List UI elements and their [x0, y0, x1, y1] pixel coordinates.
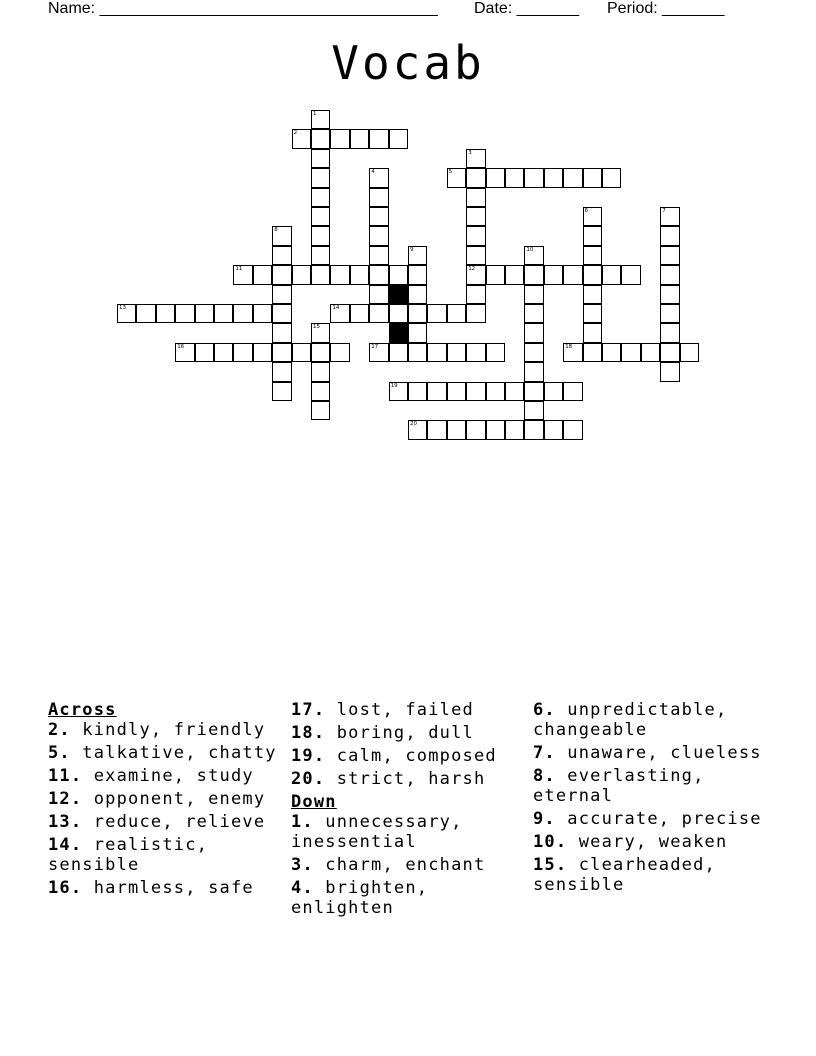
crossword-cell[interactable]	[272, 246, 291, 265]
clue-text: unpredictable, changeable	[533, 700, 728, 740]
clue-number: 13.	[48, 812, 83, 832]
clue-text: accurate, precise	[555, 809, 762, 829]
crossword-cell[interactable]	[233, 343, 252, 362]
crossword-cell[interactable]	[602, 168, 621, 187]
clue-number: 15.	[533, 855, 568, 875]
crossword-cell[interactable]	[311, 246, 330, 265]
clue-number: 18.	[291, 723, 326, 743]
crossword-cell[interactable]	[195, 343, 214, 362]
black-cell	[389, 323, 408, 342]
clue-number: 3.	[291, 855, 314, 875]
clue-text: clearheaded, sensible	[533, 855, 716, 895]
crossword-cell[interactable]	[524, 362, 543, 381]
crossword-cell[interactable]	[311, 362, 330, 381]
crossword-cell[interactable]	[621, 343, 640, 362]
cell-number: 3	[468, 149, 472, 156]
crossword-cell[interactable]	[447, 343, 466, 362]
cell-number: 12	[468, 266, 476, 273]
crossword-cell[interactable]	[136, 304, 155, 323]
crossword-cell[interactable]	[486, 343, 505, 362]
clues-column-2	[291, 700, 531, 921]
cell-number: 2	[293, 130, 298, 137]
crossword-cell[interactable]	[583, 285, 602, 304]
crossword-cell[interactable]	[466, 382, 485, 401]
clue-down-8	[533, 766, 773, 806]
crossword-cell[interactable]	[175, 304, 194, 323]
clue-number: 7.	[533, 743, 556, 763]
crossword-cell[interactable]	[311, 149, 330, 168]
crossword-cell[interactable]	[466, 285, 485, 304]
clue-across-14	[48, 835, 288, 875]
down-heading: Down	[291, 792, 337, 812]
crossword-cell[interactable]	[466, 304, 485, 323]
crossword-cell[interactable]	[311, 110, 330, 129]
crossword-cell[interactable]	[466, 226, 485, 245]
crossword-cell[interactable]	[175, 343, 194, 362]
crossword-cell[interactable]	[272, 343, 291, 362]
crossword-cell[interactable]	[369, 285, 388, 304]
crossword-cell[interactable]	[524, 265, 543, 284]
black-cell	[389, 285, 408, 304]
crossword-cell[interactable]	[447, 304, 466, 323]
crossword-cell[interactable]	[408, 285, 427, 304]
clue-text: charm, enchant	[313, 855, 486, 875]
crossword-cell[interactable]	[369, 226, 388, 245]
crossword-cell[interactable]	[369, 129, 388, 148]
cell-number: 7	[662, 208, 666, 214]
clue-number: 11.	[48, 766, 83, 786]
clue-number: 16.	[48, 878, 83, 898]
clues-column-1	[48, 700, 288, 901]
cell-number: 10	[526, 246, 534, 253]
cell-number: 16	[177, 343, 185, 350]
clue-down-10	[533, 832, 773, 852]
clue-text: unaware, clueless	[555, 743, 762, 763]
crossword-cell[interactable]	[408, 246, 427, 265]
crossword-cell[interactable]	[427, 382, 446, 401]
clue-number: 17.	[291, 700, 326, 720]
crossword-cell[interactable]	[660, 343, 679, 362]
crossword-cell[interactable]	[524, 382, 543, 401]
clue-number: 1.	[291, 812, 314, 832]
crossword-cell[interactable]	[544, 382, 563, 401]
crossword-cell[interactable]	[389, 382, 408, 401]
clue-text: weary, weaken	[567, 832, 728, 852]
crossword-cell[interactable]	[427, 420, 446, 439]
crossword-cell[interactable]	[272, 304, 291, 323]
crossword-cell[interactable]	[369, 304, 388, 323]
clue-across-11	[48, 766, 288, 786]
crossword-cell[interactable]	[583, 207, 602, 226]
crossword-cell[interactable]	[524, 343, 543, 362]
crossword-cell[interactable]	[524, 323, 543, 342]
clue-text: calm, composed	[325, 746, 497, 766]
cell-number: 19	[390, 382, 398, 389]
clue-number: 8.	[533, 766, 556, 786]
cell-number: 14	[332, 305, 340, 311]
crossword-cell[interactable]	[311, 188, 330, 207]
crossword-cell[interactable]	[466, 207, 485, 226]
crossword-cell[interactable]	[214, 304, 233, 323]
crossword-cell[interactable]	[486, 420, 505, 439]
crossword-cell[interactable]	[311, 382, 330, 401]
crossword-cell[interactable]	[311, 207, 330, 226]
cell-number: 15	[313, 324, 320, 331]
clue-across-12	[48, 789, 288, 809]
crossword-cell[interactable]	[272, 382, 291, 401]
clue-down-1	[291, 812, 531, 852]
crossword-cell[interactable]	[292, 129, 311, 148]
crossword-cell[interactable]	[330, 129, 349, 148]
crossword-cell[interactable]	[563, 265, 582, 284]
crossword-cell[interactable]	[583, 323, 602, 342]
crossword-cell[interactable]	[505, 168, 524, 187]
crossword-cell[interactable]	[330, 304, 349, 323]
crossword-cell[interactable]	[524, 246, 543, 265]
crossword-cell[interactable]	[602, 343, 621, 362]
crossword-cell[interactable]	[660, 265, 679, 284]
crossword-cell[interactable]	[214, 343, 233, 362]
crossword-cell[interactable]	[272, 265, 291, 284]
crossword-cell[interactable]	[680, 343, 699, 362]
clues-column-3	[533, 700, 773, 898]
crossword-cell[interactable]	[389, 304, 408, 323]
crossword-cell[interactable]	[408, 420, 427, 439]
clue-text: realistic, sensible	[48, 835, 209, 875]
crossword-cell[interactable]	[583, 304, 602, 323]
crossword-cell[interactable]	[272, 285, 291, 304]
crossword-cell[interactable]	[350, 129, 369, 148]
crossword-cell[interactable]	[233, 265, 252, 284]
clue-number: 10.	[533, 832, 568, 852]
cell-number: 5	[448, 169, 453, 176]
crossword-cell[interactable]	[253, 265, 272, 284]
crossword-cell[interactable]	[583, 226, 602, 245]
crossword-cell[interactable]	[447, 420, 466, 439]
clue-text: talkative, chatty	[70, 743, 277, 763]
crossword-cell[interactable]	[117, 304, 136, 323]
crossword-cell[interactable]	[466, 265, 485, 284]
clue-text: opponent, enemy	[82, 789, 266, 809]
crossword-cell[interactable]	[272, 362, 291, 381]
clue-text: unnecessary, inessential	[291, 812, 463, 852]
crossword-cell[interactable]	[524, 168, 543, 187]
crossword-cell[interactable]	[563, 343, 582, 362]
clue-down-9	[533, 809, 773, 829]
clue-text: everlasting, eternal	[533, 766, 705, 806]
crossword-cell[interactable]	[311, 265, 330, 284]
crossword-cell[interactable]	[311, 226, 330, 245]
clue-text: lost, failed	[325, 700, 474, 720]
crossword-cell[interactable]	[272, 323, 291, 342]
crossword-cell[interactable]	[660, 304, 679, 323]
crossword-cell[interactable]	[583, 343, 602, 362]
clue-across-16	[48, 878, 288, 898]
crossword-cell[interactable]	[233, 304, 252, 323]
clue-down-7	[533, 743, 773, 763]
crossword-cell[interactable]	[369, 246, 388, 265]
crossword-cell[interactable]	[563, 382, 582, 401]
crossword-cell[interactable]	[369, 168, 388, 187]
crossword-cell[interactable]	[311, 401, 330, 420]
crossword-cell[interactable]	[369, 207, 388, 226]
crossword-cell[interactable]	[350, 265, 369, 284]
crossword-cell[interactable]	[466, 343, 485, 362]
crossword-cell[interactable]	[641, 343, 660, 362]
crossword-cell[interactable]	[292, 343, 311, 362]
clue-across-20	[291, 769, 531, 789]
crossword-cell[interactable]	[583, 168, 602, 187]
crossword-cell[interactable]	[583, 265, 602, 284]
cell-number: 4	[371, 169, 375, 176]
crossword-cell[interactable]	[544, 420, 563, 439]
clue-text: kindly, friendly	[70, 720, 266, 740]
clue-across-2	[48, 720, 288, 740]
crossword-cell[interactable]	[156, 304, 175, 323]
cell-number: 13	[119, 305, 126, 311]
clue-text: harmless, safe	[82, 878, 254, 898]
clue-down-6	[533, 700, 773, 740]
crossword-cell[interactable]	[330, 265, 349, 284]
crossword-cell[interactable]	[486, 168, 505, 187]
crossword-cell[interactable]	[195, 304, 214, 323]
clue-across-17	[291, 700, 531, 720]
crossword-cell[interactable]	[330, 343, 349, 362]
crossword-cell[interactable]	[253, 304, 272, 323]
crossword-cell[interactable]	[660, 362, 679, 381]
clue-down-15	[533, 855, 773, 895]
clue-number: 4.	[291, 878, 314, 898]
clue-number: 20.	[291, 769, 326, 789]
crossword-cell[interactable]	[660, 285, 679, 304]
clue-text: brighten, enlighten	[291, 878, 429, 918]
crossword-cell[interactable]	[389, 265, 408, 284]
crossword-cell[interactable]	[408, 382, 427, 401]
crossword-cell[interactable]	[563, 168, 582, 187]
cell-number: 9	[410, 246, 414, 253]
clue-text: boring, dull	[325, 723, 474, 743]
crossword-cell[interactable]	[505, 420, 524, 439]
crossword-cell[interactable]	[427, 304, 446, 323]
crossword-cell[interactable]	[408, 265, 427, 284]
crossword-cell[interactable]	[311, 323, 330, 342]
name-field[interactable]: Name: ______________________________________	[48, 0, 438, 17]
crossword-cell[interactable]	[447, 168, 466, 187]
crossword-cell[interactable]	[486, 265, 505, 284]
crossword-cell[interactable]	[466, 149, 485, 168]
cell-number: 8	[274, 227, 278, 234]
crossword-cell[interactable]	[466, 246, 485, 265]
crossword-cell[interactable]	[486, 382, 505, 401]
clue-down-4	[291, 878, 531, 918]
clue-number: 19.	[291, 746, 326, 766]
clue-across-5	[48, 743, 288, 763]
clue-across-13	[48, 812, 288, 832]
crossword-cell[interactable]	[524, 401, 543, 420]
crossword-cell[interactable]	[350, 304, 369, 323]
crossword-cell[interactable]	[602, 265, 621, 284]
crossword-grid	[0, 0, 816, 460]
crossword-cell[interactable]	[505, 265, 524, 284]
page-title: Vocab	[331, 36, 485, 90]
crossword-cell[interactable]	[311, 343, 330, 362]
crossword-cell[interactable]	[311, 129, 330, 148]
crossword-cell[interactable]	[583, 246, 602, 265]
crossword-cell[interactable]	[524, 420, 543, 439]
clue-number: 5.	[48, 743, 71, 763]
cell-number: 6	[584, 208, 589, 214]
crossword-cell[interactable]	[524, 285, 543, 304]
crossword-cell[interactable]	[544, 265, 563, 284]
crossword-cell[interactable]	[311, 168, 330, 187]
crossword-cell[interactable]	[408, 343, 427, 362]
cell-number: 20	[410, 421, 417, 428]
clue-down-3	[291, 855, 531, 875]
crossword-cell[interactable]	[447, 382, 466, 401]
cell-number: 11	[235, 266, 243, 273]
crossword-cell[interactable]	[660, 226, 679, 245]
crossword-cell[interactable]	[563, 420, 582, 439]
crossword-cell[interactable]	[408, 304, 427, 323]
cell-number: 1	[313, 111, 317, 117]
across-heading: Across	[48, 700, 117, 720]
crossword-cell[interactable]	[369, 265, 388, 284]
clue-across-19	[291, 746, 531, 766]
crossword-cell[interactable]	[505, 382, 524, 401]
crossword-cell[interactable]	[253, 343, 272, 362]
crossword-cell[interactable]	[544, 168, 563, 187]
period-field[interactable]: Period: _______	[607, 0, 725, 17]
crossword-cell[interactable]	[660, 323, 679, 342]
crossword-cell[interactable]	[272, 226, 291, 245]
cell-number: 18	[565, 343, 573, 350]
crossword-cell[interactable]	[466, 420, 485, 439]
clue-text: examine, study	[82, 766, 254, 786]
clue-across-18	[291, 723, 531, 743]
crossword-cell[interactable]	[660, 207, 679, 226]
clue-number: 2.	[48, 720, 71, 740]
crossword-cell[interactable]	[408, 323, 427, 342]
crossword-cell[interactable]	[369, 343, 388, 362]
crossword-cell[interactable]	[389, 343, 408, 362]
crossword-cell[interactable]	[524, 304, 543, 323]
crossword-cell[interactable]	[660, 246, 679, 265]
crossword-cell[interactable]	[369, 188, 388, 207]
crossword-cell[interactable]	[621, 265, 640, 284]
clue-text: reduce, relieve	[82, 812, 266, 832]
cell-number: 17	[371, 343, 379, 350]
clue-text: strict, harsh	[325, 769, 486, 789]
crossword-cell[interactable]	[466, 188, 485, 207]
crossword-cell[interactable]	[389, 129, 408, 148]
crossword-cell[interactable]	[427, 343, 446, 362]
clue-number: 12.	[48, 789, 83, 809]
clue-number: 14.	[48, 835, 83, 855]
clue-number: 6.	[533, 700, 556, 720]
clue-number: 9.	[533, 809, 556, 829]
date-field[interactable]: Date: _______	[474, 0, 579, 17]
crossword-cell[interactable]	[466, 168, 485, 187]
crossword-cell[interactable]	[292, 265, 311, 284]
